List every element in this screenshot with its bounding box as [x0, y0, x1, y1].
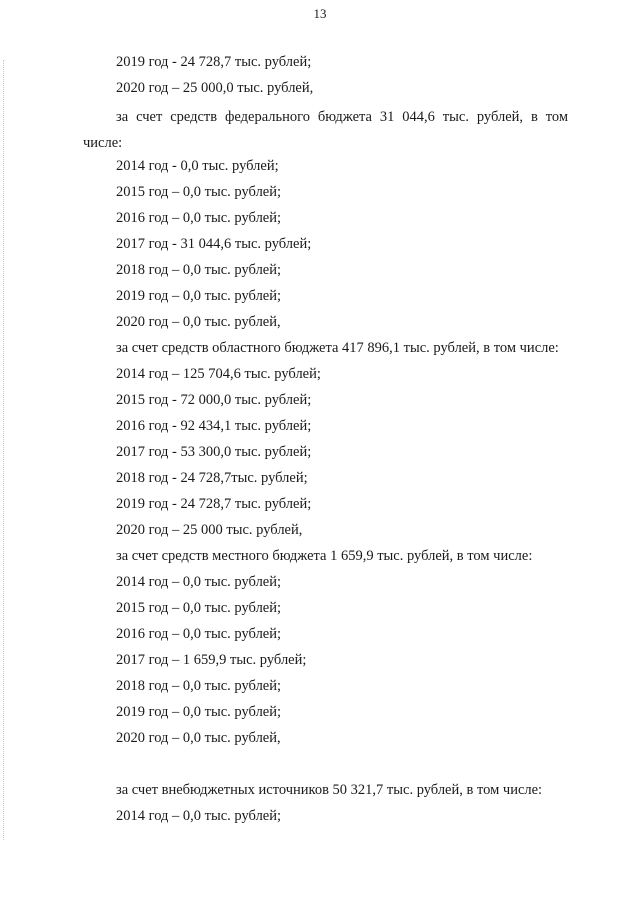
regional-year-line: 2014 год – 125 704,6 тыс. рублей; [116, 366, 321, 382]
local-year-line: 2015 год – 0,0 тыс. рублей; [116, 600, 282, 616]
federal-year-line: 2020 год – 0,0 тыс. рублей, [116, 314, 281, 330]
regional-year-line: 2019 год - 24 728,7 тыс. рублей; [116, 496, 312, 512]
federal-budget-heading [0, 104, 640, 156]
local-budget-heading: за счет средств местного бюджета 1 659,9 тыс. рублей, в том числе: [116, 548, 533, 564]
local-year-line: 2016 год – 0,0 тыс. рублей; [116, 626, 282, 642]
federal-year-line: 2014 год - 0,0 тыс. рублей; [116, 158, 279, 174]
text-line: 2019 год - 24 728,7 тыс. рублей; [116, 54, 312, 70]
regional-year-line: 2016 год - 92 434,1 тыс. рублей; [116, 418, 312, 434]
extrabudgetary-heading: за счет внебюджетных источников 50 321,7 тыс. рублей, в том числе: [116, 782, 543, 798]
local-year-line: 2014 год – 0,0 тыс. рублей; [116, 574, 282, 590]
regional-budget-heading: за счет средств областного бюджета 417 896,1 тыс. рублей, в том числе: [116, 340, 559, 356]
regional-year-line: 2017 год - 53 300,0 тыс. рублей; [116, 444, 312, 460]
regional-year-line: 2018 год - 24 728,7тыс. рублей; [116, 470, 308, 486]
text-line: 2020 год – 25 000,0 тыс. рублей, [116, 80, 314, 96]
federal-year-line: 2019 год – 0,0 тыс. рублей; [116, 288, 282, 304]
local-year-line: 2018 год – 0,0 тыс. рублей; [116, 678, 282, 694]
federal-year-line: 2017 год - 31 044,6 тыс. рублей; [116, 236, 312, 252]
federal-heading-line2: числе: [83, 135, 123, 151]
local-year-line: 2017 год – 1 659,9 тыс. рублей; [116, 652, 307, 668]
federal-year-line: 2018 год – 0,0 тыс. рублей; [116, 262, 282, 278]
regional-year-line: 2020 год – 25 000 тыс. рублей, [116, 522, 303, 538]
extrabudgetary-year-line: 2014 год – 0,0 тыс. рублей; [116, 808, 282, 824]
local-year-line: 2020 год – 0,0 тыс. рублей, [116, 730, 281, 746]
page-number: 13 [313, 6, 327, 21]
federal-heading-line1: за счет средств федерального бюджета 31 044,6 тыс. рублей, в том [116, 109, 568, 125]
local-year-line: 2019 год – 0,0 тыс. рублей; [116, 704, 282, 720]
document-body [0, 52, 640, 832]
federal-year-line: 2015 год – 0,0 тыс. рублей; [116, 184, 282, 200]
federal-year-line: 2016 год – 0,0 тыс. рублей; [116, 210, 282, 226]
regional-year-line: 2015 год - 72 000,0 тыс. рублей; [116, 392, 312, 408]
blank-line [0, 754, 640, 780]
